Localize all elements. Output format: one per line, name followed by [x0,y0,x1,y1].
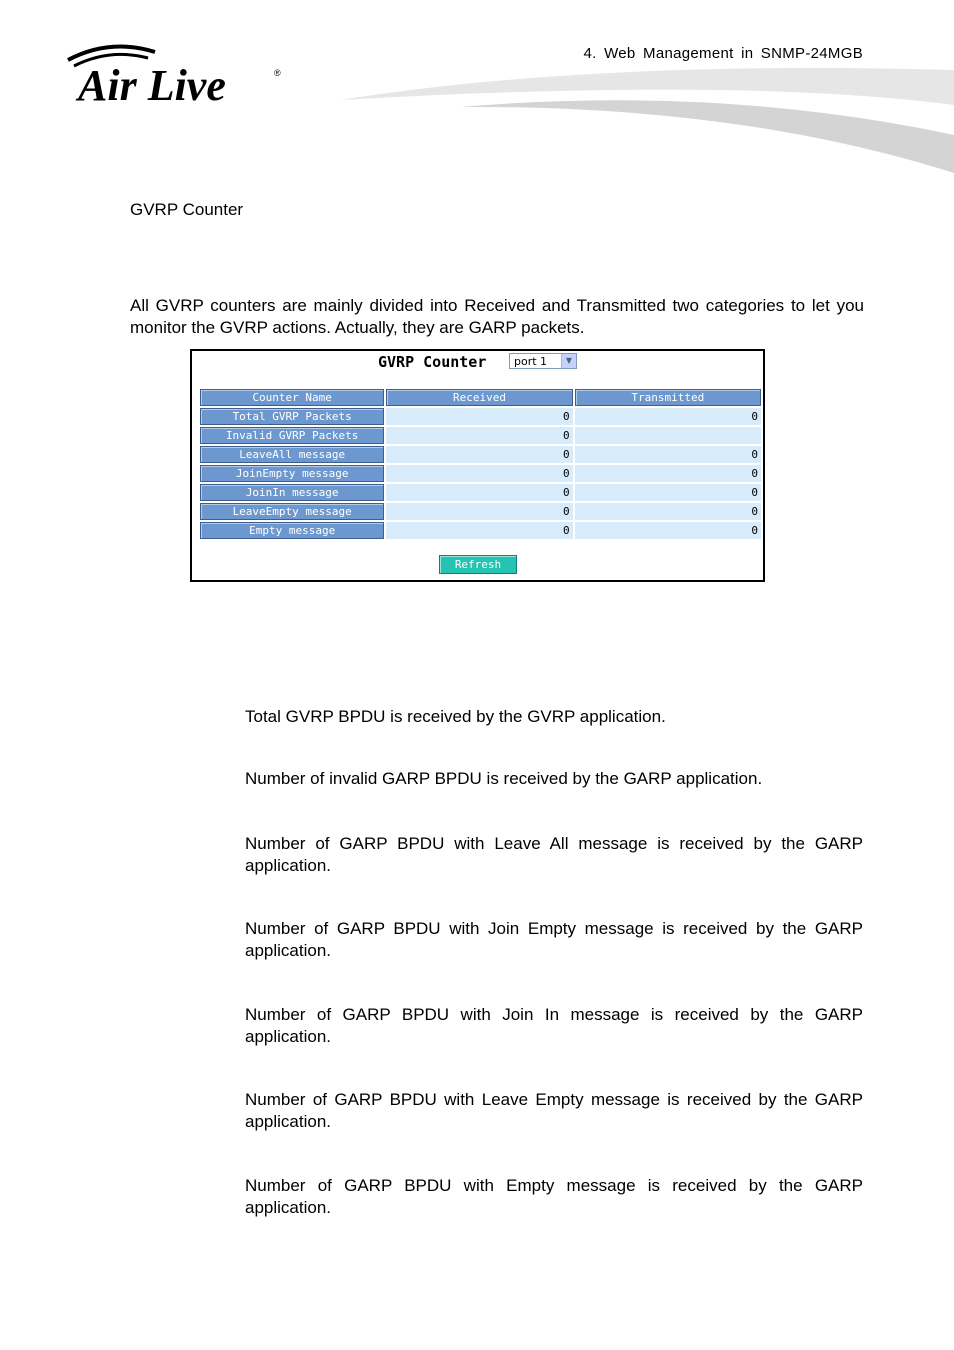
refresh-button[interactable]: Refresh [439,555,517,574]
received-cell: 0 [386,503,572,520]
counter-name-cell: Invalid GVRP Packets [200,427,384,444]
description-leaveall-message: Number of GARP BPDU with Leave All message is received by the GARP application. [245,834,863,875]
received-cell: 0 [386,522,572,539]
header-swoosh-graphic [340,65,954,180]
description-leaveempty-message: Number of GARP BPDU with Leave Empty message is received by the GARP application. [245,1090,863,1131]
received-cell: 0 [386,484,572,501]
received-cell: 0 [386,446,572,463]
description-empty-message: Number of GARP BPDU with Empty message is received by the GARP application. [245,1176,863,1217]
transmitted-cell: 0 [575,522,761,539]
svg-text:Air Live: Air Live [78,61,226,110]
transmitted-cell: 0 [575,503,761,520]
transmitted-cell: 0 [575,484,761,501]
airlive-logo [60,40,290,110]
transmitted-cell: 0 [575,465,761,482]
description-invalid-gvrp-packets: Number of invalid GARP BPDU is received by the GARP application. [245,769,763,788]
column-header-received: Received [386,389,572,406]
gvrp-counter-panel [190,349,765,582]
counter-name-cell: Total GVRP Packets [200,408,384,425]
table-row [200,465,761,482]
table-row [200,427,761,444]
column-header-counter-name: Counter Name [200,389,384,406]
section-title: GVRP Counter [130,200,244,219]
chapter-header: 4. Web Management in SNMP-24MGB [583,45,863,62]
counter-table [198,387,763,541]
table-row [200,446,761,463]
column-header-transmitted: Transmitted [575,389,761,406]
counter-name-cell: JoinEmpty message [200,465,384,482]
port-select[interactable] [509,353,577,369]
transmitted-cell [575,427,761,444]
counter-name-cell: JoinIn message [200,484,384,501]
table-row [200,484,761,501]
description-joinempty-message: Number of GARP BPDU with Join Empty message is received by the GARP application. [245,919,863,960]
counter-name-cell: Empty message [200,522,384,539]
table-header-row [200,389,761,406]
port-select-value: port 1 [514,355,548,368]
svg-text:®: ® [274,68,281,78]
received-cell: 0 [386,408,572,425]
description-total-gvrp-packets: Total GVRP BPDU is received by the GVRP application. [245,707,666,726]
transmitted-cell: 0 [575,446,761,463]
intro-paragraph: All GVRP counters are mainly divided into Received and Transmitted two categories to let you monitor the GVRP actions. Actually, they are GARP packets. [130,296,864,337]
table-row [200,408,761,425]
counter-name-cell: LeaveEmpty message [200,503,384,520]
transmitted-cell: 0 [575,408,761,425]
received-cell: 0 [386,427,572,444]
table-row [200,522,761,539]
description-joinin-message: Number of GARP BPDU with Join In message is received by the GARP application. [245,1005,863,1046]
chevron-down-icon[interactable]: ▼ [561,354,576,368]
table-row [200,503,761,520]
received-cell: 0 [386,465,572,482]
counter-name-cell: LeaveAll message [200,446,384,463]
panel-title: GVRP Counter [378,353,487,371]
